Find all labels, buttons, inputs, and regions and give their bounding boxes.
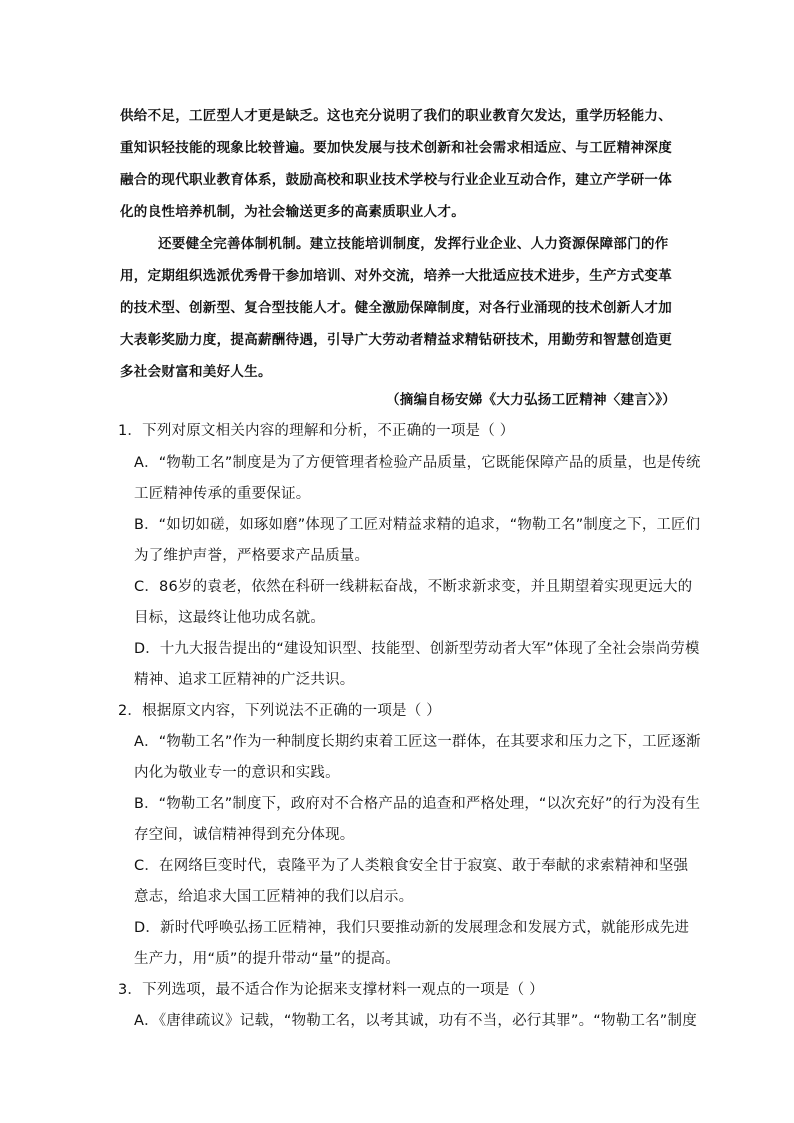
passage-line: 供给不足，工匠型人才更是缺乏。这也充分说明了我们的职业教育欠发达，重学历轻能力、 [120,108,672,124]
passage-source: （摘编自杨安娣《大力弘扬工匠精神〈建言〉》） [386,392,677,408]
question-1-option-b: B．“如切如磋，如琢如磨”体现了工匠对精益求精的追求，“物勒工名”制度之下，工匠们 [134,517,701,533]
question-1-option-c-cont: 目标，这最终让他功成名就。 [134,610,326,626]
question-2-option-b-cont: 存空间，诚信精神得到充分体现。 [134,827,355,843]
question-2-option-a-cont: 内化为敬业专一的意识和实践。 [134,765,340,781]
question-2-stem: 2．根据原文内容，下列说法不正确的一项是（ ） [118,703,441,719]
question-1-option-d: D．十九大报告提出的“建设知识型、技能型、创新型劳动者大军”体现了全社会崇尚劳模 [134,641,700,657]
passage-line: 还要健全完善体制机制。建立技能培训制度，发挥行业企业、人力资源保障部门的作 [158,236,669,252]
question-2-option-d-cont: 生产力，用“质”的提升带动“量”的提高。 [134,951,401,967]
question-3-option-a: A．《唐律疏议》记载，“物勒工名，以考其诚，功有不当，必行其罪”。“物勒工名”制度 [134,1013,697,1029]
passage-line: 重知识轻技能的现象比较普遍。要加快发展与技术创新和社会需求相适应、与工匠精神深度 [120,140,672,156]
question-1-option-a-cont: 工匠精神传承的重要保证。 [134,486,311,502]
question-2-option-c-cont: 意志，给追求大国工匠精神的我们以启示。 [134,889,414,905]
question-2-option-a: A．“物勒工名”作为一种制度长期约束着工匠这一群体，在其要求和压力之下，工匠逐渐 [134,734,701,750]
question-1-option-d-cont: 精神、追求工匠精神的广泛共识。 [134,672,355,688]
passage-line: 融合的现代职业教育体系，鼓励高校和职业技术学校与行业企业互动合作，建立产学研一体 [120,172,672,188]
question-2-option-b: B．“物勒工名”制度下，政府对不合格产品的追查和严格处理，“以次充好”的行为没有生 [134,796,701,812]
question-1-option-c: C．86岁的袁老，依然在科研一线耕耘奋战，不断求新求变，并且期望着实现更远大的 [134,579,693,595]
passage-line: 用，定期组织选派优秀骨干参加培训、对外交流，培养一大批适应技术进步，生产方式变革 [120,268,672,284]
question-3-stem: 3．下列选项，最不适合作为论据来支撑材料一观点的一项是（ ） [118,982,544,998]
question-2-option-d: D．新时代呼唤弘扬工匠精神，我们只要推动新的发展理念和发展方式，就能形成先进 [134,920,690,936]
passage-line: 化的良性培养机制，为社会输送更多的高素质职业人才。 [120,204,465,220]
passage-line: 大表彰奖励力度，提高薪酬待遇，引导广大劳动者精益求精钻研技术，用勤劳和智慧创造更 [120,332,672,348]
question-2-option-c: C．在网络巨变时代，袁隆平为了人类粮食安全甘于寂寞、敢于奉献的求索精神和坚强 [134,858,689,874]
question-1-option-a: A．“物勒工名”制度是为了方便管理者检验产品质量，它既能保障产品的质量，也是传统 [134,455,701,471]
question-1-option-b-cont: 为了维护声誉，严格要求产品质量。 [134,548,370,564]
question-1-stem: 1．下列对原文相关内容的理解和分析，不正确的一项是（ ） [118,423,515,439]
passage-line: 多社会财富和美好人生。 [120,364,272,380]
passage-line: 的技术型、创新型、复合型技能人才。健全激励保障制度，对各行业涌现的技术创新人才加 [120,300,672,316]
